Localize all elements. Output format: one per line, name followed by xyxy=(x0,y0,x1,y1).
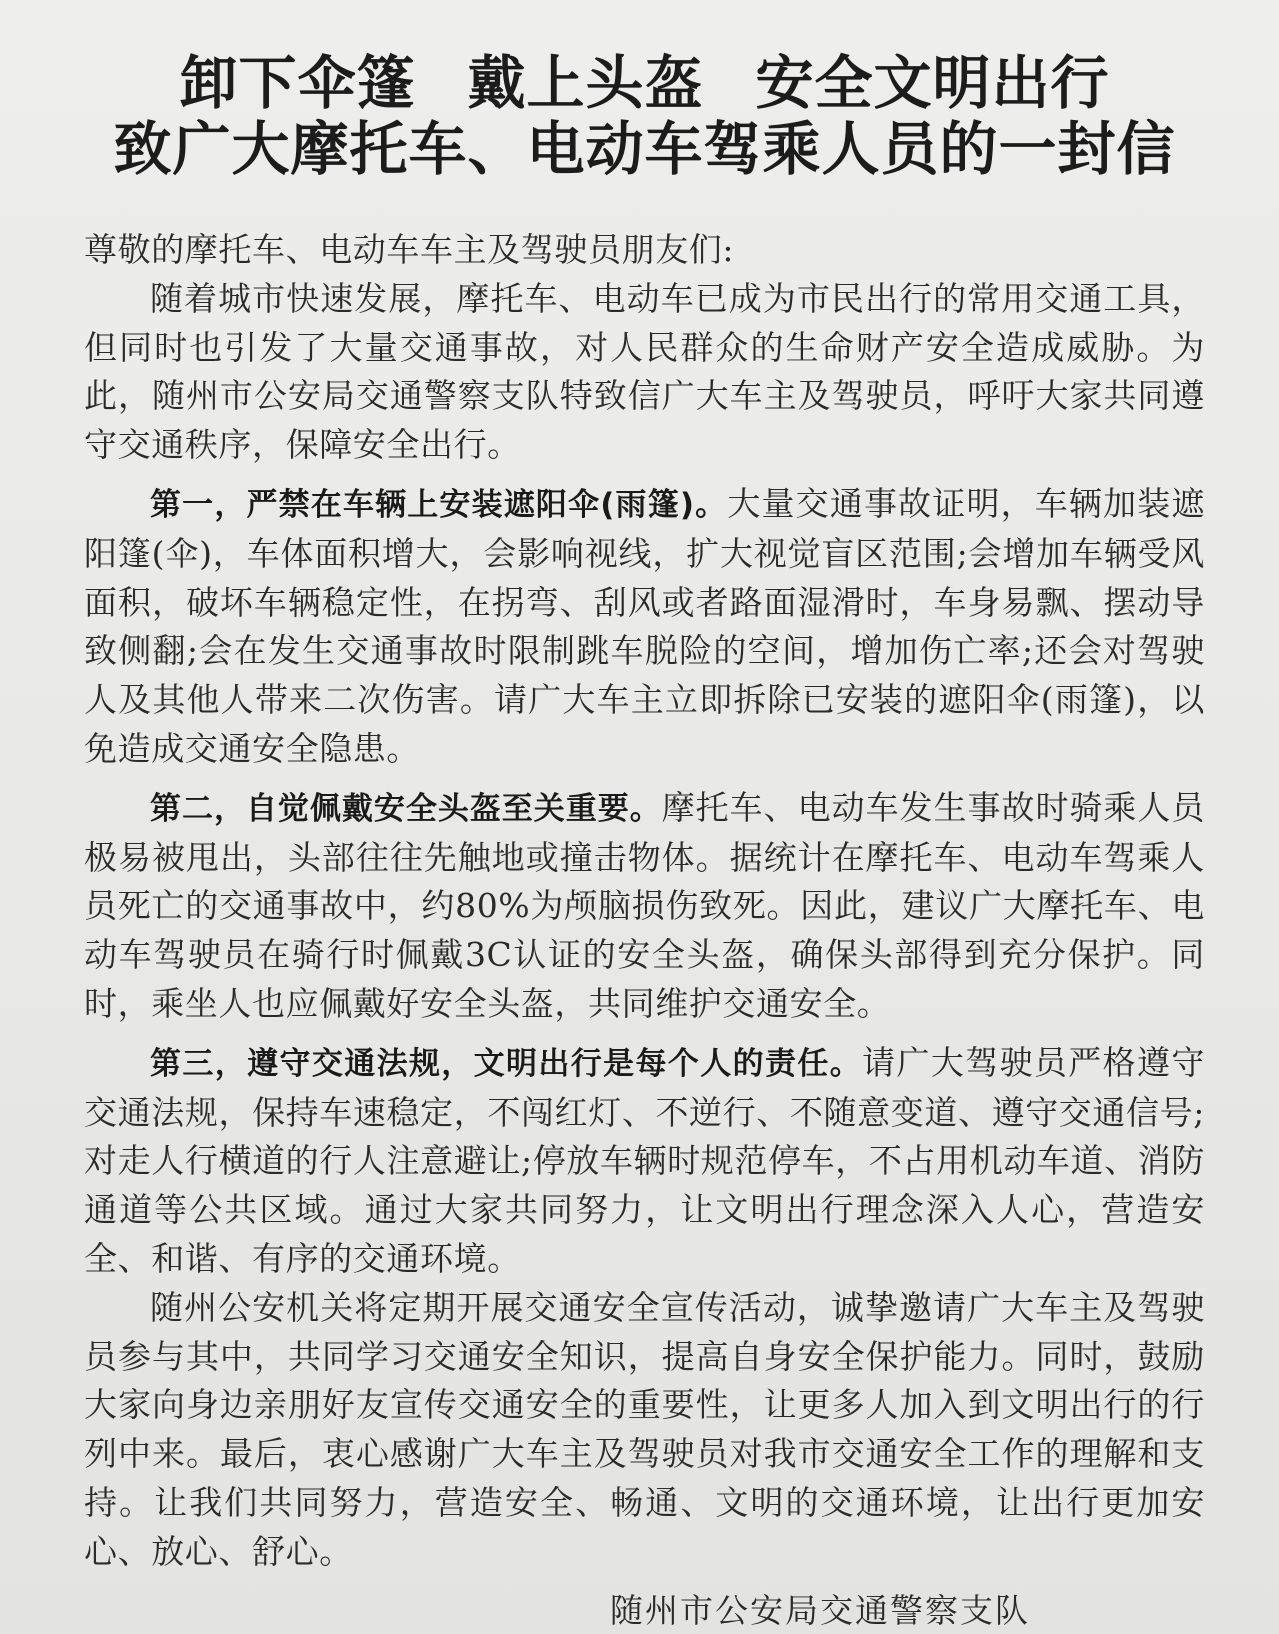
point-1-text: 大量交通事故证明，车辆加装遮阳篷(伞)，车体面积增大，会影响视线，扩大视觉盲区范围;会增加车辆受风面积，破坏车辆稳定性，在拐弯、刮风或者路面湿滑时，车身易飘、摆动导致侧翻;会在发生交通事故时限制跳车脱险的空间，增加伤亡率;还会对驾驶人及其他人带来二次伤害。请广大车主立即拆除已安装的遮阳伞(雨篷)，以免造成交通安全隐患。 xyxy=(84,483,1205,768)
title-line-2: 致广大摩托车、电动车驾乘人员的一封信 xyxy=(113,115,1176,183)
point-2-text: 摩托车、电动车发生事故时骑乘人员极易被甩出，头部往往先触地或撞击物体。据统计在摩托车、电动车驾乘人员死亡的交通事故中，约80%为颅脑损伤致死。因此，建议广大摩托车、电动车驾驶员在骑行时佩戴3C认证的安全头盔，确保头部得到充分保护。同时，乘坐人也应佩戴好安全头盔，共同维护交通安全。 xyxy=(84,787,1205,1023)
title-line-1 xyxy=(84,50,1205,116)
letter-body xyxy=(84,226,1205,1577)
point-1-paragraph xyxy=(84,480,1205,774)
title-phrase-3: 安全文明出行 xyxy=(755,49,1110,117)
point-3-paragraph xyxy=(84,1039,1205,1284)
salutation: 尊敬的摩托车、电动车车主及驾驶员朋友们: xyxy=(84,230,735,269)
closing-paragraph: 随州公安机关将定期开展交通安全宣传活动，诚挚邀请广大车主及驾驶员参与其中，共同学习交通安全知识，提高自身安全保护能力。同时，鼓励大家向身边亲朋好友宣传交通安全的重要性，让更多人加入到文明出行的行列中来。最后，衷心感谢广大车主及驾驶员对我市交通安全工作的理解和支持。让我们共同努力，营造安全、畅通、文明的交通环境，让出行更加安心、放心、舒心。 xyxy=(84,1287,1205,1571)
point-1-heading: 第一，严禁在车辆上安装遮阳伞(雨篷)。 xyxy=(150,486,728,523)
signature: 随州市公安局交通警察支队 xyxy=(610,1591,1030,1630)
title-phrase-2: 戴上头盔 xyxy=(467,49,704,117)
intro-paragraph: 随着城市快速发展，摩托车、电动车已成为市民出行的常用交通工具，但同时也引发了大量交通事故，对人民群众的生命财产安全造成威胁。为此，随州市公安局交通警察支队特致信广大车主及驾驶员，呼吁大家共同遵守交通秩序，保障安全出行。 xyxy=(84,278,1205,465)
point-3-heading: 第三，遵守交通法规，文明出行是每个人的责任。 xyxy=(150,1045,863,1082)
point-2-paragraph xyxy=(84,784,1205,1029)
title-phrase-1: 卸下伞篷 xyxy=(179,49,416,117)
point-3-text: 请广大驾驶员严格遵守交通法规，保持车速稳定，不闯红灯、不逆行、不随意变道、遵守交通信号;对走人行横道的行人注意避让;停放车辆时规范停车，不占用机动车道、消防通道等公共区域。通过大家共同努力，让文明出行理念深入人心，营造安全、和谐、有序的交通环境。 xyxy=(84,1042,1206,1278)
point-2-heading: 第二，自觉佩戴安全头盔至关重要。 xyxy=(150,790,662,827)
